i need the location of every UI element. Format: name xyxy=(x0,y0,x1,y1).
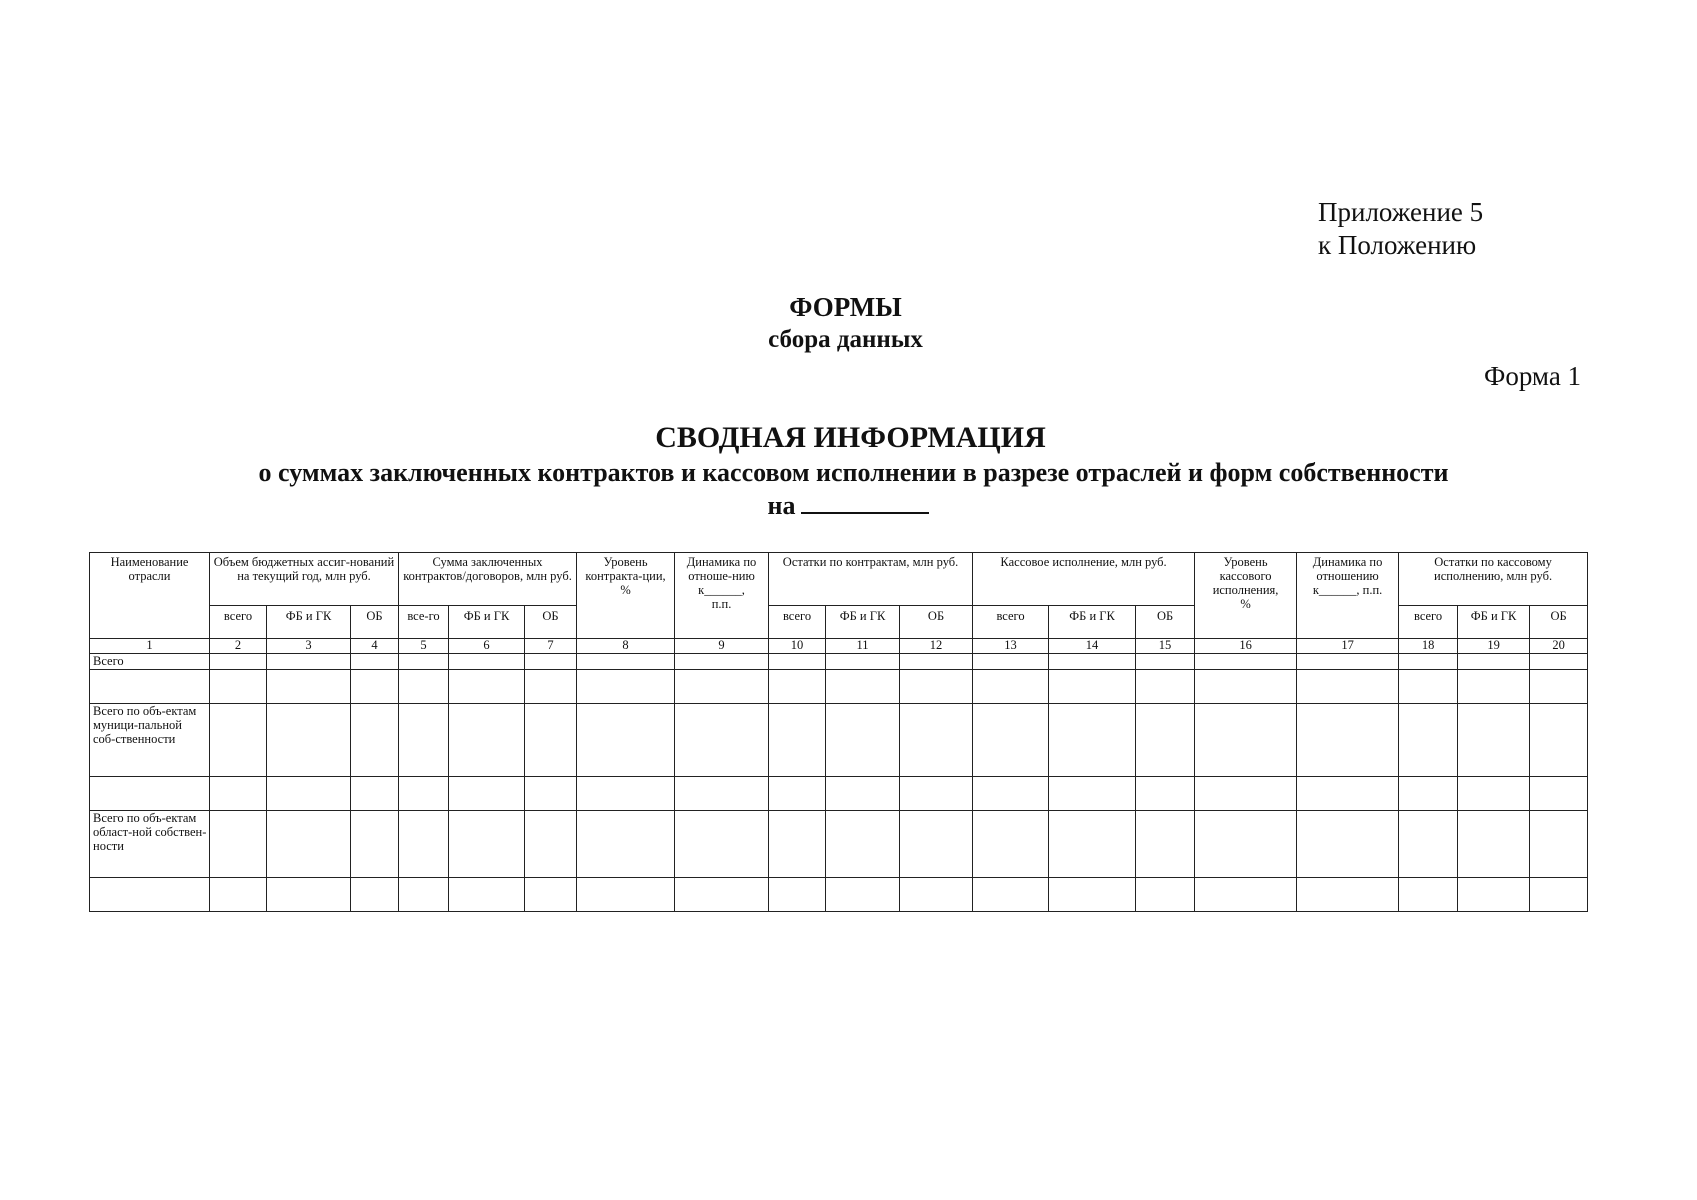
table-cell xyxy=(1195,654,1297,670)
table-cell xyxy=(769,654,826,670)
header-cash-execution: Кассовое исполнение, млн руб. xyxy=(973,553,1195,606)
table-cell xyxy=(449,670,525,704)
table-cell xyxy=(351,704,399,777)
table-cell xyxy=(769,670,826,704)
column-number: 13 xyxy=(973,639,1049,654)
table-cell xyxy=(826,777,900,811)
table-cell xyxy=(826,654,900,670)
column-number: 6 xyxy=(449,639,525,654)
table-cell xyxy=(1049,777,1136,811)
table-cell xyxy=(826,811,900,878)
table-cell xyxy=(267,811,351,878)
column-number: 18 xyxy=(1399,639,1458,654)
subheader-budget-ob: ОБ xyxy=(351,606,399,639)
table-row-municipal xyxy=(90,704,1588,777)
table-cell xyxy=(399,654,449,670)
subheader-cashrest-total: всего xyxy=(1399,606,1458,639)
table-cell xyxy=(1297,704,1399,777)
header-dynamics-cash: Динамика по отношению к______, п.п. xyxy=(1297,553,1399,639)
table-cell xyxy=(1399,704,1458,777)
table-cell xyxy=(399,670,449,704)
table-cell xyxy=(826,704,900,777)
table-cell xyxy=(210,777,267,811)
table-cell xyxy=(1458,704,1530,777)
table-row-regional xyxy=(90,811,1588,878)
subheader-cash-total: всего xyxy=(973,606,1049,639)
table-cell xyxy=(1458,654,1530,670)
column-number: 9 xyxy=(675,639,769,654)
table-cell xyxy=(973,670,1049,704)
table-cell xyxy=(769,777,826,811)
column-number: 10 xyxy=(769,639,826,654)
table-cell xyxy=(1195,670,1297,704)
form-number: Форма 1 xyxy=(1484,361,1582,391)
table-cell xyxy=(351,777,399,811)
column-number: 5 xyxy=(399,639,449,654)
table-cell xyxy=(577,670,675,704)
subheader-budget-total: всего xyxy=(210,606,267,639)
table-cell xyxy=(1530,654,1588,670)
table-cell xyxy=(675,878,769,912)
table-cell xyxy=(449,777,525,811)
appendix-block xyxy=(1318,196,1483,262)
table-cell xyxy=(525,654,577,670)
table-cell xyxy=(525,704,577,777)
column-numbers-row xyxy=(90,639,1588,654)
table-cell xyxy=(1399,777,1458,811)
table-cell xyxy=(90,670,210,704)
column-number: 14 xyxy=(1049,639,1136,654)
table-cell xyxy=(577,777,675,811)
column-number: 17 xyxy=(1297,639,1399,654)
table-cell xyxy=(1458,777,1530,811)
table-header-row-1 xyxy=(90,553,1588,606)
table-cell xyxy=(210,704,267,777)
table-cell xyxy=(1530,811,1588,878)
table-cell xyxy=(675,811,769,878)
table-cell xyxy=(1399,811,1458,878)
subheader-contracts-ob: ОБ xyxy=(525,606,577,639)
table-cell xyxy=(577,654,675,670)
table-cell xyxy=(399,777,449,811)
table-cell xyxy=(267,878,351,912)
row-label-total: Всего xyxy=(90,654,210,670)
summary-table-wrapper xyxy=(89,552,1581,912)
table-cell xyxy=(1049,811,1136,878)
table-cell xyxy=(675,704,769,777)
table-cell xyxy=(449,878,525,912)
table-cell xyxy=(1530,878,1588,912)
subheader-contracts-fb-gk: ФБ и ГК xyxy=(449,606,525,639)
table-cell xyxy=(900,704,973,777)
column-number: 2 xyxy=(210,639,267,654)
table-cell xyxy=(449,654,525,670)
table-cell xyxy=(351,670,399,704)
subheader-budget-fb-gk: ФБ и ГК xyxy=(267,606,351,639)
subheader-rest-total: всего xyxy=(769,606,826,639)
table-cell xyxy=(267,654,351,670)
subheader-rest-fb-gk: ФБ и ГК xyxy=(826,606,900,639)
table-cell xyxy=(826,878,900,912)
table-cell xyxy=(1297,878,1399,912)
table-cell xyxy=(973,811,1049,878)
table-cell xyxy=(1399,878,1458,912)
table-cell xyxy=(449,811,525,878)
table-cell xyxy=(577,878,675,912)
table-cell xyxy=(525,878,577,912)
table-cell xyxy=(1458,878,1530,912)
header-dynamics-contracts-line-a: Динамика по отноше-нию xyxy=(686,555,757,583)
table-cell xyxy=(1530,704,1588,777)
document-title: СВОДНАЯ ИНФОРМАЦИЯ xyxy=(655,421,1046,454)
table-cell xyxy=(1136,704,1195,777)
table-row-total xyxy=(90,654,1588,670)
table-cell xyxy=(900,811,973,878)
table-cell xyxy=(1136,811,1195,878)
table-cell xyxy=(210,811,267,878)
summary-table xyxy=(89,552,1588,912)
table-cell xyxy=(351,878,399,912)
forms-title: ФОРМЫ xyxy=(789,292,902,322)
header-cash-remainders: Остатки по кассовому исполнению, млн руб. xyxy=(1399,553,1588,606)
table-cell xyxy=(675,654,769,670)
table-cell xyxy=(90,777,210,811)
table-cell xyxy=(1297,670,1399,704)
appendix-line-2: к Положению xyxy=(1318,230,1477,260)
table-cell xyxy=(577,704,675,777)
table-cell xyxy=(399,811,449,878)
column-number: 12 xyxy=(900,639,973,654)
table-cell xyxy=(449,704,525,777)
table-cell xyxy=(769,878,826,912)
column-number: 7 xyxy=(525,639,577,654)
forms-subtitle: сбора данных xyxy=(768,326,923,353)
subheader-cash-fb-gk: ФБ и ГК xyxy=(1049,606,1136,639)
table-cell xyxy=(1399,654,1458,670)
table-cell xyxy=(267,670,351,704)
table-cell xyxy=(525,777,577,811)
table-cell xyxy=(1458,811,1530,878)
header-budget-allocations: Объем бюджетных ассиг-нований на текущий год, млн руб. xyxy=(210,553,399,606)
header-cash-level-line-b: % xyxy=(1240,597,1251,611)
column-number: 15 xyxy=(1136,639,1195,654)
header-cash-level xyxy=(1195,553,1297,639)
table-cell xyxy=(973,704,1049,777)
table-cell xyxy=(1136,654,1195,670)
table-cell xyxy=(1399,670,1458,704)
table-cell xyxy=(1049,654,1136,670)
header-contracts-sum: Сумма заключенных контрактов/договоров, млн руб. xyxy=(399,553,577,606)
subheader-cashrest-ob: ОБ xyxy=(1530,606,1588,639)
date-blank-field xyxy=(801,490,929,514)
table-cell xyxy=(399,704,449,777)
header-cash-level-line-a: Уровень кассового исполнения, xyxy=(1212,555,1279,597)
table-cell xyxy=(900,670,973,704)
table-cell xyxy=(826,670,900,704)
table-cell xyxy=(675,670,769,704)
header-dynamics-contracts-line-c: п.п. xyxy=(711,597,732,611)
table-cell xyxy=(90,878,210,912)
table-cell xyxy=(267,777,351,811)
table-cell xyxy=(1195,811,1297,878)
table-cell xyxy=(1049,704,1136,777)
column-number: 19 xyxy=(1458,639,1530,654)
header-dynamics-contracts-line-b: к______, xyxy=(698,583,745,597)
table-cell xyxy=(1195,878,1297,912)
row-label-regional: Всего по объ-ектам област-ной собствен-ности xyxy=(90,811,210,878)
date-prefix: на xyxy=(767,491,796,520)
table-cell xyxy=(900,654,973,670)
subheader-cashrest-fb-gk: ФБ и ГК xyxy=(1458,606,1530,639)
column-number: 8 xyxy=(577,639,675,654)
table-cell xyxy=(267,704,351,777)
table-cell xyxy=(1297,811,1399,878)
column-number: 1 xyxy=(90,639,210,654)
document-subtitle: о суммах заключенных контрактов и кассовом исполнении в разрезе отраслей и форм собственности xyxy=(258,458,1449,487)
table-cell xyxy=(1530,670,1588,704)
column-number: 3 xyxy=(267,639,351,654)
table-row-blank xyxy=(90,670,1588,704)
subheader-cash-ob: ОБ xyxy=(1136,606,1195,639)
column-number: 16 xyxy=(1195,639,1297,654)
subheader-contracts-total: все-го xyxy=(399,606,449,639)
table-cell xyxy=(351,654,399,670)
table-cell xyxy=(1136,777,1195,811)
table-cell xyxy=(525,811,577,878)
table-cell xyxy=(1458,670,1530,704)
row-label-municipal: Всего по объ-ектам муници-пальной соб-ственности xyxy=(90,704,210,777)
table-cell xyxy=(900,878,973,912)
table-cell xyxy=(1297,777,1399,811)
table-cell xyxy=(351,811,399,878)
column-number: 4 xyxy=(351,639,399,654)
table-cell xyxy=(1136,670,1195,704)
table-cell xyxy=(399,878,449,912)
table-cell xyxy=(1297,654,1399,670)
header-dynamics-contracts xyxy=(675,553,769,639)
table-cell xyxy=(1195,777,1297,811)
column-number: 20 xyxy=(1530,639,1588,654)
table-cell xyxy=(525,670,577,704)
table-cell xyxy=(210,878,267,912)
subheader-rest-ob: ОБ xyxy=(900,606,973,639)
table-cell xyxy=(1049,878,1136,912)
header-contract-remainders: Остатки по контрактам, млн руб. xyxy=(769,553,973,606)
table-cell xyxy=(900,777,973,811)
header-contract-level: Уровень контракта-ции, % xyxy=(577,553,675,639)
table-cell xyxy=(769,811,826,878)
header-industry-name: Наименование отрасли xyxy=(90,553,210,639)
appendix-line-1: Приложение 5 xyxy=(1318,197,1484,227)
table-cell xyxy=(1530,777,1588,811)
date-line xyxy=(0,490,1697,521)
table-cell xyxy=(769,704,826,777)
table-cell xyxy=(973,654,1049,670)
table-cell xyxy=(1195,704,1297,777)
table-cell xyxy=(973,777,1049,811)
table-cell xyxy=(675,777,769,811)
table-cell xyxy=(1049,670,1136,704)
table-row-blank xyxy=(90,777,1588,811)
table-cell xyxy=(210,670,267,704)
table-cell xyxy=(1136,878,1195,912)
table-cell xyxy=(973,878,1049,912)
column-number: 11 xyxy=(826,639,900,654)
table-cell xyxy=(577,811,675,878)
table-cell xyxy=(210,654,267,670)
table-row-blank xyxy=(90,878,1588,912)
